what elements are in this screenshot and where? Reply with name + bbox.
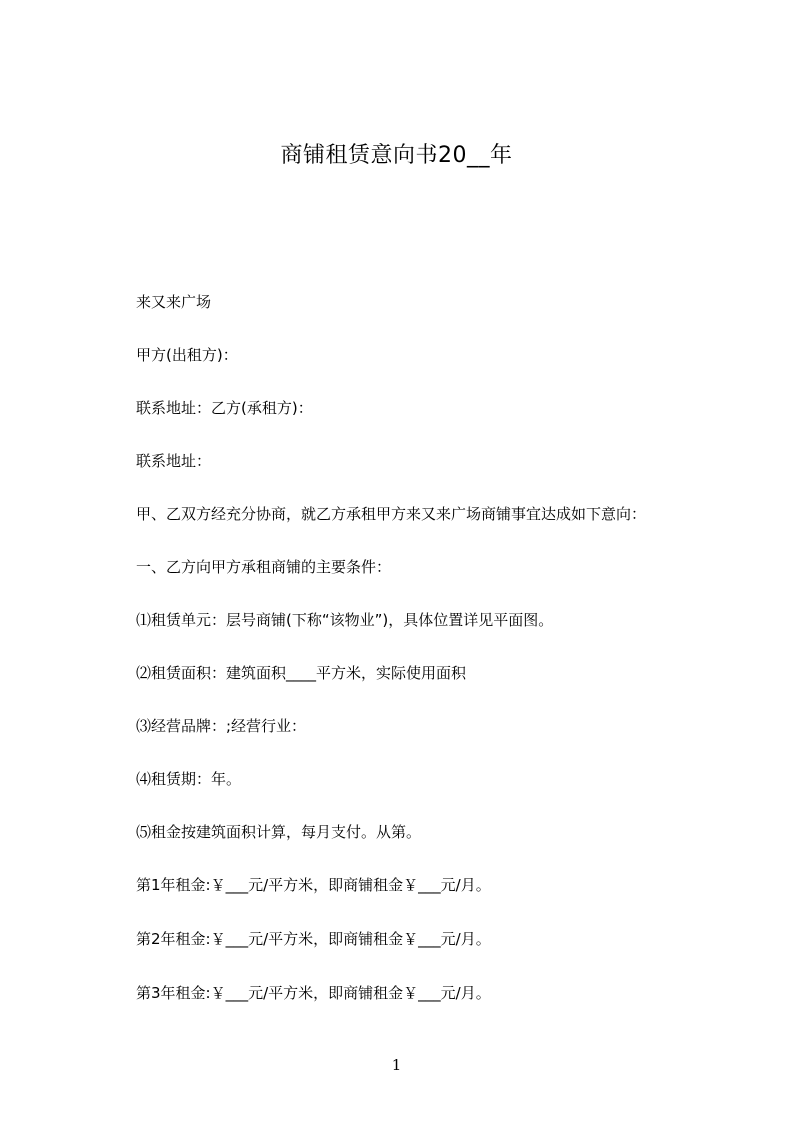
paragraph-address: 联系地址： xyxy=(136,452,212,470)
clause-brand-industry: ⑶经营品牌：;经营行业： xyxy=(136,717,307,735)
rent-year-2: 第2年租金:￥___元/平方米，即商铺租金￥___元/月。 xyxy=(136,930,491,948)
rent-year-1: 第1年租金:￥___元/平方米，即商铺租金￥___元/月。 xyxy=(136,876,491,894)
paragraph-party-a: 甲方(出租方)： xyxy=(136,346,238,364)
clause-lease-term: ⑷租赁期：年。 xyxy=(136,770,242,788)
paragraph-plaza-name: 来又来广场 xyxy=(136,293,212,311)
page-number: 1 xyxy=(391,1056,402,1074)
clause-lease-unit: ⑴租赁单元：层号商铺(下称“该物业”)，具体位置详见平面图。 xyxy=(136,611,554,629)
paragraph-intent-statement: 甲、乙双方经充分协商，就乙方承租甲方来又来广场商铺事宜达成如下意向： xyxy=(136,505,647,523)
section-heading-main-conditions: 一、乙方向甲方承租商铺的主要条件： xyxy=(136,558,392,576)
paragraph-address-party-b: 联系地址：乙方(承租方)： xyxy=(136,399,313,417)
clause-lease-area: ⑵租赁面积：建筑面积____平方米，实际使用面积 xyxy=(136,664,467,682)
clause-rent-calculation: ⑸租金按建筑面积计算，每月支付。从第。 xyxy=(136,823,422,841)
rent-year-3: 第3年租金:￥___元/平方米，即商铺租金￥___元/月。 xyxy=(136,984,491,1002)
document-title: 商铺租赁意向书20__年 xyxy=(280,143,513,168)
